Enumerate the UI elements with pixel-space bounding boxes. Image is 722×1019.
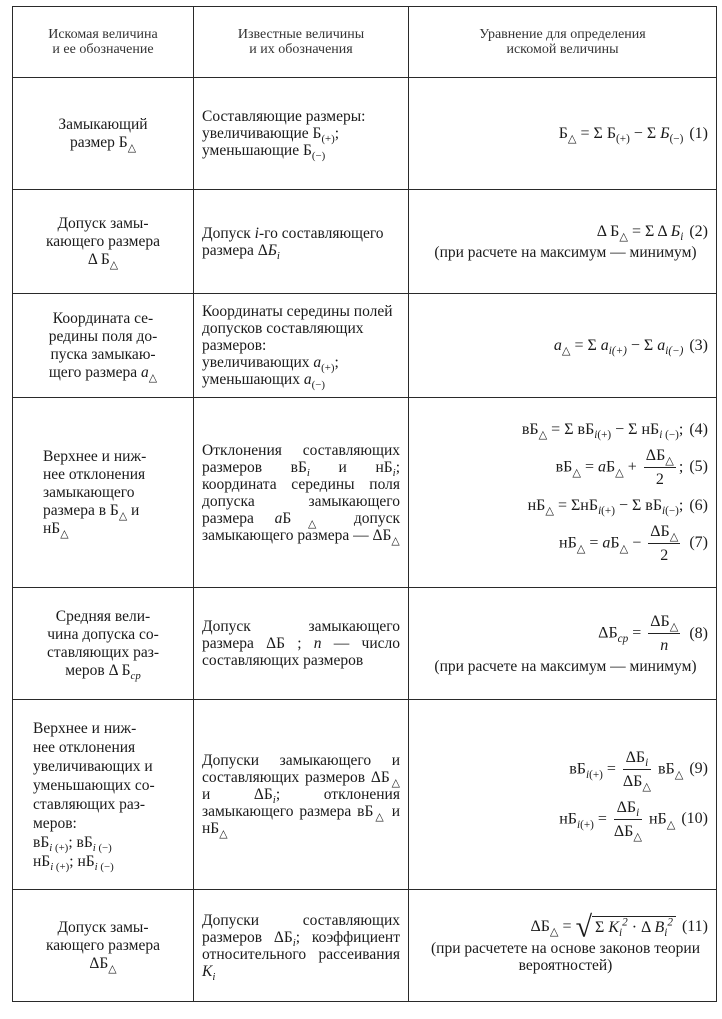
known-cell: Допуски составляющих размеров $\Delta Б_i$; коэффициент относительного рассеивания $K_i$ bbox=[194, 890, 409, 1002]
equation: $вБ_\triangle = \Sigma$ $вБ_{i(+)} - \Sigma$ $нБ_{i (-)}$; (4) bbox=[521, 420, 708, 441]
table-row bbox=[13, 78, 717, 190]
known-cell: Допуски замыкающего и составляющих размеров $\Delta Б_\triangle$ и $\Delta Б_i$; отклонения замыкающего размера $вБ_\triangle$ и $нБ_\triangle$ bbox=[194, 700, 409, 890]
table-row bbox=[13, 294, 717, 398]
equation-cell bbox=[409, 588, 717, 700]
equation-cell bbox=[409, 890, 717, 1002]
equation: $нБ_\triangle = \Sigma нБ_{i(+)} - \Sigma$ $вБ_{i(-)}$; (6) bbox=[527, 496, 708, 517]
equation-cell bbox=[409, 190, 717, 294]
equation-cell bbox=[409, 294, 717, 398]
quantity-cell: Верхнее и ниж- нее отклонения увеличивающих и уменьшающих со- ставляющих раз- меров: $вБ_{i (+)}$; $вБ_{i (-)}$ $нБ_{i (+)}$; $нБ_{i (-)}$ bbox=[13, 700, 194, 890]
table-row bbox=[13, 398, 717, 588]
header-quantity: Искомая величина и ее обозначение bbox=[13, 7, 194, 78]
equation: Δ $Б_\triangle = \Sigma$ Δ $Б_i$ (2) bbox=[596, 223, 708, 244]
table-row bbox=[13, 588, 717, 700]
known-cell: Допуск i-го составляющего размера $\Delta Б_i$ bbox=[194, 190, 409, 294]
equation: $нБ_{i(+)}$ = $\frac{\Delta Б_i}{\Delta Б_\triangle}$ $нБ_\triangle$ (10) bbox=[559, 798, 708, 843]
equation: $\Delta Б_{ср}$ = $\frac{\Delta Б_\triangle}{n}$ (8) bbox=[598, 613, 708, 654]
radicand: Σ $K_i^2 \cdot \Delta$ $B_i^2$ bbox=[592, 916, 676, 936]
header-known: Известные величины и их обозначения bbox=[194, 7, 409, 78]
quantity-cell: Верхнее и ниж- нее отклонения замыкающего размера в $Б_\triangle$ и $нБ_\triangle$ bbox=[13, 398, 194, 588]
fraction: $\frac{\Delta Б_\triangle}{2}$ bbox=[650, 522, 679, 564]
equation-note: (при расчете на максимум — минимум) bbox=[434, 244, 697, 261]
fraction: $\frac{\Delta Б_\triangle}{n}$ bbox=[650, 613, 679, 654]
fraction: $\frac{\Delta Б_\triangle}{2}$ bbox=[645, 446, 674, 488]
equation-cell bbox=[409, 700, 717, 890]
equation: $a_\triangle = \Sigma$ $a_{i(+)} - \Sigma$ $a_{i(-)}$ (3) bbox=[553, 336, 708, 357]
known-cell: Координаты середины полей допусков составляющих размеров: увеличивающих $a_{(+)}$; уменьшающих $a_{(-)}$ bbox=[194, 294, 409, 398]
table-row bbox=[13, 700, 717, 890]
known-cell: Составляющие размеры: увеличивающие $Б_{(+)}$; уменьшающие $Б_{(-)}$ bbox=[194, 78, 409, 190]
equation-cell bbox=[409, 398, 717, 588]
equation: $вБ_{i(+)}$ = $\frac{\Delta Б_i}{\Delta Б_\triangle}$ $вБ_\triangle$ (9) bbox=[569, 748, 708, 793]
known-cell: Допуск замыкающего размера ΔБ ; n — число составляющих размеров bbox=[194, 588, 409, 700]
fraction: $\frac{\Delta Б_i}{\Delta Б_\triangle}$ bbox=[622, 748, 651, 793]
quantity-cell: Координата се- редины поля до- пуска замыкаю- щего размера $a_\triangle$ bbox=[13, 294, 194, 398]
equation-note: (при расчетете на основе законов теории вероятностей) bbox=[430, 939, 700, 974]
table-row bbox=[13, 190, 717, 294]
sqrt-sign: √ bbox=[575, 910, 593, 944]
quantity-cell: Допуск замы- кающего размера Δ $Б_\triangle$ bbox=[13, 190, 194, 294]
dimension-chain-table bbox=[12, 6, 717, 1002]
equation-cell bbox=[409, 78, 717, 190]
equation: $вБ_\triangle = aБ_\triangle$ + $\frac{\Delta Б_\triangle}{2}$ ; (5) bbox=[555, 446, 708, 488]
equation-note: (при расчете на максимум — минимум) bbox=[434, 658, 697, 675]
fraction: $\frac{\Delta Б_i}{\Delta Б_\triangle}$ bbox=[613, 798, 642, 843]
known-cell: Отклонения составляющих размеров $вБ_i$ и $нБ_i$; координата середины поля допуска замыкающего размера $aБ_\triangle$ допуск замыкающего размера — $\Delta Б_\triangle$ bbox=[194, 398, 409, 588]
equation: $\Delta Б_\triangle$ = √ Σ $K_i^2 \cdot \Delta$ $B_i^2$ (11) bbox=[530, 910, 708, 944]
equation: $нБ_\triangle = aБ_\triangle$ − $\frac{\Delta Б_\triangle}{2}$ (7) bbox=[559, 522, 708, 564]
equation: $Б_\triangle = \Sigma$ $Б_{(+)} - \Sigma$ $Б_{(-)}$ (1) bbox=[558, 124, 708, 145]
quantity-cell: Средняя вели- чина допуска со- ставляющих раз- меров Δ $Б_{ср}$ bbox=[13, 588, 194, 700]
quantity-cell: Замыкающий размер $Б_\triangle$ bbox=[13, 78, 194, 190]
header-equation: Уравнение для определения искомой величины bbox=[409, 7, 717, 78]
header-row bbox=[13, 7, 717, 78]
quantity-cell: Допуск замы- кающего размера $\Delta Б_\triangle$ bbox=[13, 890, 194, 1002]
table-row bbox=[13, 890, 717, 1002]
